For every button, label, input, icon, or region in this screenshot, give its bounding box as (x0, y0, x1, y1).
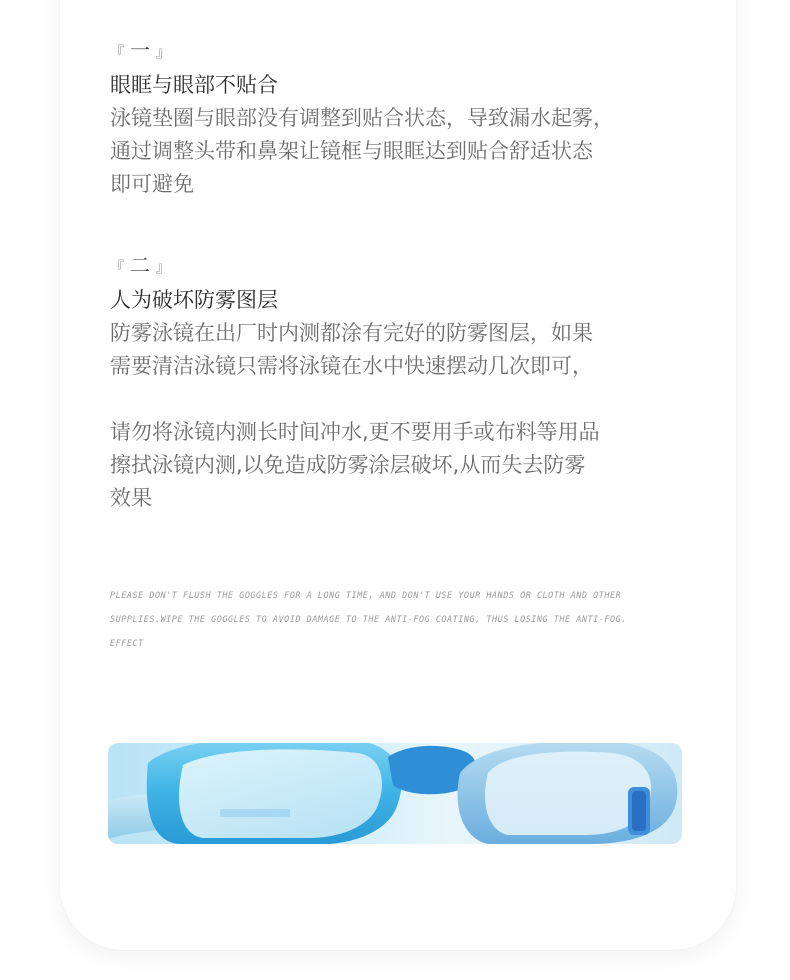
right-lens (485, 752, 651, 835)
section-heading: 眼眶与眼部不贴合 (110, 73, 278, 97)
caption-line: SUPPLIES.WIPE THE GOGGLES TO AVOID DAMAGE TO THE ANTI-FOG COATING, THUS LOSING THE ANTI-FOG. (110, 615, 627, 625)
body-line: 通过调整头带和鼻架让镜框与眼眶达到贴合舒适状态 (110, 139, 593, 163)
body-line: 即可避免 (110, 172, 194, 196)
section-eye-fit (110, 38, 670, 201)
body-line: 擦拭泳镜内测,以免造成防雾涂层破坏,从而失去防雾 (110, 453, 586, 477)
english-caption (110, 584, 670, 656)
strap-buckle-inner (632, 791, 646, 831)
body-line: 防雾泳镜在出厂时内测都涂有完好的防雾图层，如果 (110, 321, 593, 345)
section-antifog (110, 253, 670, 515)
section-body (110, 317, 670, 515)
swim-goggles-photo (108, 743, 682, 844)
caption-line: PLEASE DON'T FLUSH THE GOGGLES FOR A LONG TIME, AND DON'T USE YOUR HANDS OR CLOTH AND OTHER (110, 591, 622, 601)
section-body (110, 102, 670, 201)
caption-line: EFFECT (110, 639, 144, 649)
goggles-illustration (108, 743, 682, 844)
body-line: 请勿将泳镜内测长时间冲水,更不要用手或布料等用品 (110, 420, 600, 444)
lens-highlight (220, 809, 290, 817)
section-marker: 『 一 』 (110, 38, 172, 62)
section-number: 二 (130, 253, 152, 277)
section-marker: 『 二 』 (110, 253, 172, 277)
section-heading: 人为破坏防雾图层 (110, 288, 278, 312)
body-line: 需要清洁泳镜只需将泳镜在水中快速摆动几次即可， (110, 354, 593, 378)
left-lens (179, 749, 382, 838)
body-line: 泳镜垫圈与眼部没有调整到贴合状态，导致漏水起雾， (110, 106, 614, 130)
section-number: 一 (130, 38, 152, 62)
body-line: 效果 (110, 486, 152, 510)
